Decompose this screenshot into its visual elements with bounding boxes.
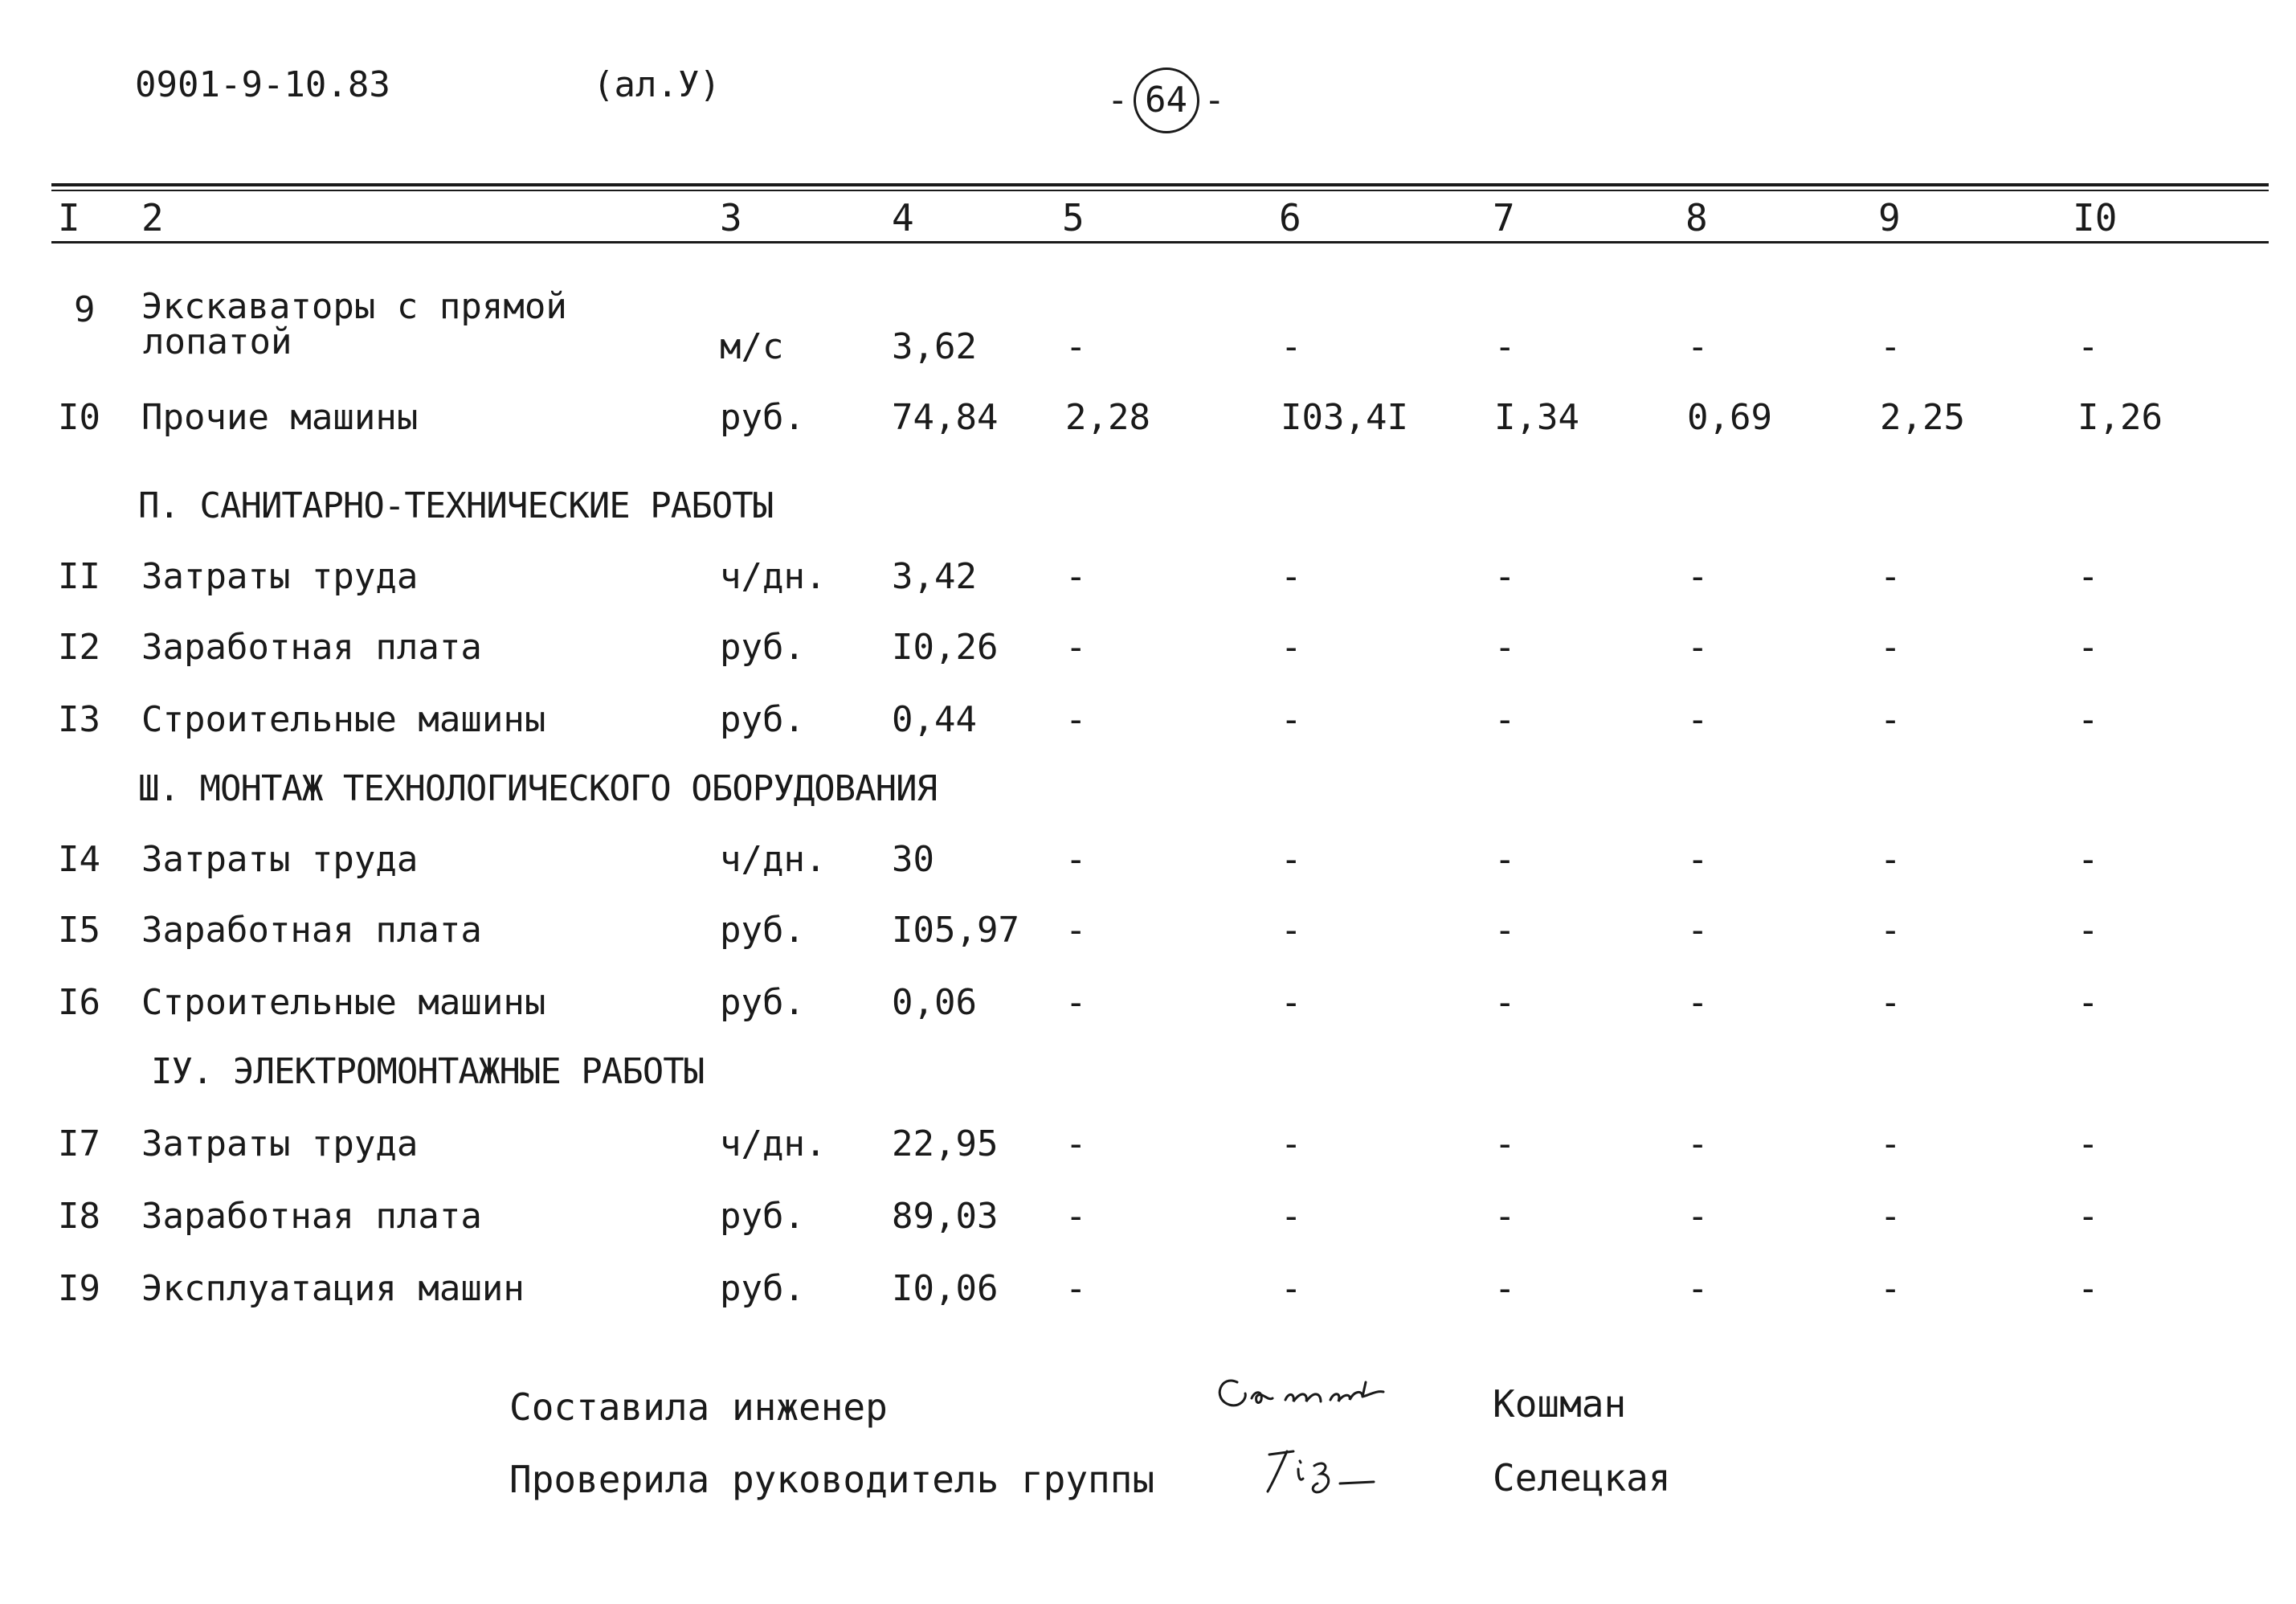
row-value-7: - xyxy=(1494,910,1516,951)
document-code: 0901-9-10.83 xyxy=(135,64,390,105)
row-value-7: - xyxy=(1494,556,1516,597)
row-name: Затраты труда xyxy=(141,1123,419,1164)
row-value-6: I03,4I xyxy=(1281,397,1408,438)
row-value-6: - xyxy=(1281,1123,1302,1164)
row-value-10: - xyxy=(2077,326,2099,367)
row-value-10: - xyxy=(2077,1196,2099,1237)
page-number-value: 64 xyxy=(1134,68,1199,133)
row-value-4: 0,44 xyxy=(892,699,977,740)
row-number: I4 xyxy=(58,839,100,880)
row-value-9: - xyxy=(1880,1196,1902,1237)
row-name: Строительные машины xyxy=(141,982,546,1023)
row-value-9: 2,25 xyxy=(1880,397,1965,438)
row-value-5: - xyxy=(1065,1268,1087,1309)
row-name: Строительные машины xyxy=(141,699,546,740)
row-value-4: 3,42 xyxy=(892,556,977,597)
row-value-8: - xyxy=(1687,1123,1709,1164)
table-row xyxy=(0,982,2296,1030)
row-number: I3 xyxy=(58,699,100,740)
row-value-8: - xyxy=(1687,326,1709,367)
row-value-7: - xyxy=(1494,326,1516,367)
row-unit: ч/дн. xyxy=(720,1123,827,1164)
table-row xyxy=(0,910,2296,958)
table-row xyxy=(0,699,2296,747)
column-header-6: 6 xyxy=(1279,196,1301,239)
row-value-6: - xyxy=(1281,556,1302,597)
header-bottom-rule xyxy=(51,241,2269,243)
row-value-9: - xyxy=(1880,627,1902,668)
row-number: I8 xyxy=(58,1196,100,1237)
row-name-line2: лопатой xyxy=(143,321,292,362)
column-header-9: 9 xyxy=(1878,196,1901,239)
row-value-10: - xyxy=(2077,982,2099,1023)
row-value-10: - xyxy=(2077,627,2099,668)
row-value-8: - xyxy=(1687,982,1709,1023)
table-row xyxy=(0,286,2296,367)
row-unit: руб. xyxy=(720,1268,805,1309)
row-value-4: 0,06 xyxy=(892,982,977,1023)
row-value-8: - xyxy=(1687,839,1709,880)
table-row xyxy=(0,556,2296,604)
row-number: I0 xyxy=(58,397,100,438)
row-number: I2 xyxy=(58,627,100,668)
row-value-10: - xyxy=(2077,839,2099,880)
table-row xyxy=(0,1123,2296,1172)
row-value-10: I,26 xyxy=(2077,397,2163,438)
row-value-9: - xyxy=(1880,839,1902,880)
row-value-5: - xyxy=(1065,1123,1087,1164)
row-value-5: - xyxy=(1065,326,1087,367)
section-heading: IУ. ЭЛЕКТРОМОНТАЖНЫЕ РАБОТЫ xyxy=(151,1051,705,1092)
row-unit: ч/дн. xyxy=(720,839,827,880)
table-top-rule-inner xyxy=(51,190,2269,191)
row-value-7: - xyxy=(1494,1268,1516,1309)
row-value-10: - xyxy=(2077,1268,2099,1309)
row-name: Заработная плата xyxy=(141,910,482,951)
row-value-4: 89,03 xyxy=(892,1196,999,1237)
table-row xyxy=(0,1196,2296,1244)
row-value-8: - xyxy=(1687,556,1709,597)
row-value-9: - xyxy=(1880,910,1902,951)
row-value-6: - xyxy=(1281,627,1302,668)
row-value-6: - xyxy=(1281,982,1302,1023)
page-number: - 64 - xyxy=(1107,68,1225,133)
row-value-8: 0,69 xyxy=(1687,397,1772,438)
column-header-2: 2 xyxy=(141,196,164,239)
row-unit: ч/дн. xyxy=(720,556,827,597)
row-value-9: - xyxy=(1880,1123,1902,1164)
section-heading: П. САНИТАРНО-ТЕХНИЧЕСКИЕ РАБОТЫ xyxy=(138,485,774,526)
row-value-10: - xyxy=(2077,910,2099,951)
column-header-4: 4 xyxy=(892,196,914,239)
row-number: I7 xyxy=(58,1123,100,1164)
row-value-9: - xyxy=(1880,326,1902,367)
row-value-7: I,34 xyxy=(1494,397,1579,438)
row-value-8: - xyxy=(1687,1268,1709,1309)
row-value-8: - xyxy=(1687,1196,1709,1237)
row-value-6: - xyxy=(1281,699,1302,740)
table-top-rule xyxy=(51,183,2269,186)
row-unit: руб. xyxy=(720,627,805,668)
row-value-4: 74,84 xyxy=(892,397,999,438)
row-value-6: - xyxy=(1281,1268,1302,1309)
row-value-5: - xyxy=(1065,839,1087,880)
row-value-7: - xyxy=(1494,1123,1516,1164)
row-value-4: I05,97 xyxy=(892,910,1019,951)
row-name: Эксплуатация машин xyxy=(141,1268,525,1309)
row-value-10: - xyxy=(2077,556,2099,597)
row-value-7: - xyxy=(1494,982,1516,1023)
row-value-8: - xyxy=(1687,627,1709,668)
column-header-1: I xyxy=(58,196,80,239)
row-value-9: - xyxy=(1880,982,1902,1023)
row-unit: руб. xyxy=(720,1196,805,1237)
row-number: II xyxy=(58,556,100,597)
row-name-line1: Экскаваторы с прямой xyxy=(141,286,567,327)
checked-by-label: Проверила руководитель группы xyxy=(509,1458,1155,1501)
row-value-6: - xyxy=(1281,1196,1302,1237)
table-row xyxy=(0,1268,2296,1316)
row-value-8: - xyxy=(1687,910,1709,951)
row-unit: руб. xyxy=(720,699,805,740)
row-number: I6 xyxy=(58,982,100,1023)
row-number: I5 xyxy=(58,910,100,951)
row-value-10: - xyxy=(2077,699,2099,740)
row-unit: м/с xyxy=(720,326,784,367)
row-unit: руб. xyxy=(720,982,805,1023)
row-value-6: - xyxy=(1281,910,1302,951)
row-name: Заработная плата xyxy=(141,627,482,668)
row-value-5: - xyxy=(1065,627,1087,668)
table-row xyxy=(0,839,2296,887)
row-value-5: - xyxy=(1065,1196,1087,1237)
row-value-4: 30 xyxy=(892,839,934,880)
row-name: Заработная плата xyxy=(141,1196,482,1237)
row-value-5: - xyxy=(1065,699,1087,740)
album-label: (ал.У) xyxy=(593,64,721,105)
row-value-5: - xyxy=(1065,910,1087,951)
row-name: Затраты труда xyxy=(141,839,419,880)
row-value-8: - xyxy=(1687,699,1709,740)
section-heading: Ш. МОНТАЖ ТЕХНОЛОГИЧЕСКОГО ОБОРУДОВАНИЯ xyxy=(138,768,938,809)
row-value-7: - xyxy=(1494,1196,1516,1237)
row-unit: руб. xyxy=(720,397,805,438)
row-value-4: I0,26 xyxy=(892,627,999,668)
row-value-9: - xyxy=(1880,556,1902,597)
compiled-by-name: Кошман xyxy=(1493,1382,1627,1426)
row-number: 9 xyxy=(74,289,96,330)
row-value-6: - xyxy=(1281,326,1302,367)
column-header-8: 8 xyxy=(1685,196,1708,239)
checked-by-name: Селецкая xyxy=(1493,1456,1671,1500)
table-row xyxy=(0,397,2296,445)
column-header-7: 7 xyxy=(1493,196,1515,239)
column-header-5: 5 xyxy=(1062,196,1085,239)
signature-icon xyxy=(1253,1430,1414,1503)
row-value-4: 3,62 xyxy=(892,326,977,367)
compiled-by-label: Составила инженер xyxy=(509,1385,888,1429)
row-value-7: - xyxy=(1494,627,1516,668)
table-row xyxy=(0,627,2296,675)
row-value-4: 22,95 xyxy=(892,1123,999,1164)
row-name xyxy=(141,286,567,362)
row-name: Затраты труда xyxy=(141,556,419,597)
row-value-5: - xyxy=(1065,556,1087,597)
row-value-9: - xyxy=(1880,699,1902,740)
row-value-10: - xyxy=(2077,1123,2099,1164)
row-number: I9 xyxy=(58,1268,100,1309)
row-value-5: 2,28 xyxy=(1065,397,1150,438)
column-header-3: 3 xyxy=(720,196,742,239)
row-value-4: I0,06 xyxy=(892,1268,999,1309)
row-name: Прочие машины xyxy=(141,397,419,438)
row-value-7: - xyxy=(1494,839,1516,880)
row-unit: руб. xyxy=(720,910,805,951)
column-header-10: I0 xyxy=(2073,196,2118,239)
row-value-7: - xyxy=(1494,699,1516,740)
row-value-5: - xyxy=(1065,982,1087,1023)
row-value-6: - xyxy=(1281,839,1302,880)
signature-icon xyxy=(1205,1358,1414,1422)
row-value-9: - xyxy=(1880,1268,1902,1309)
